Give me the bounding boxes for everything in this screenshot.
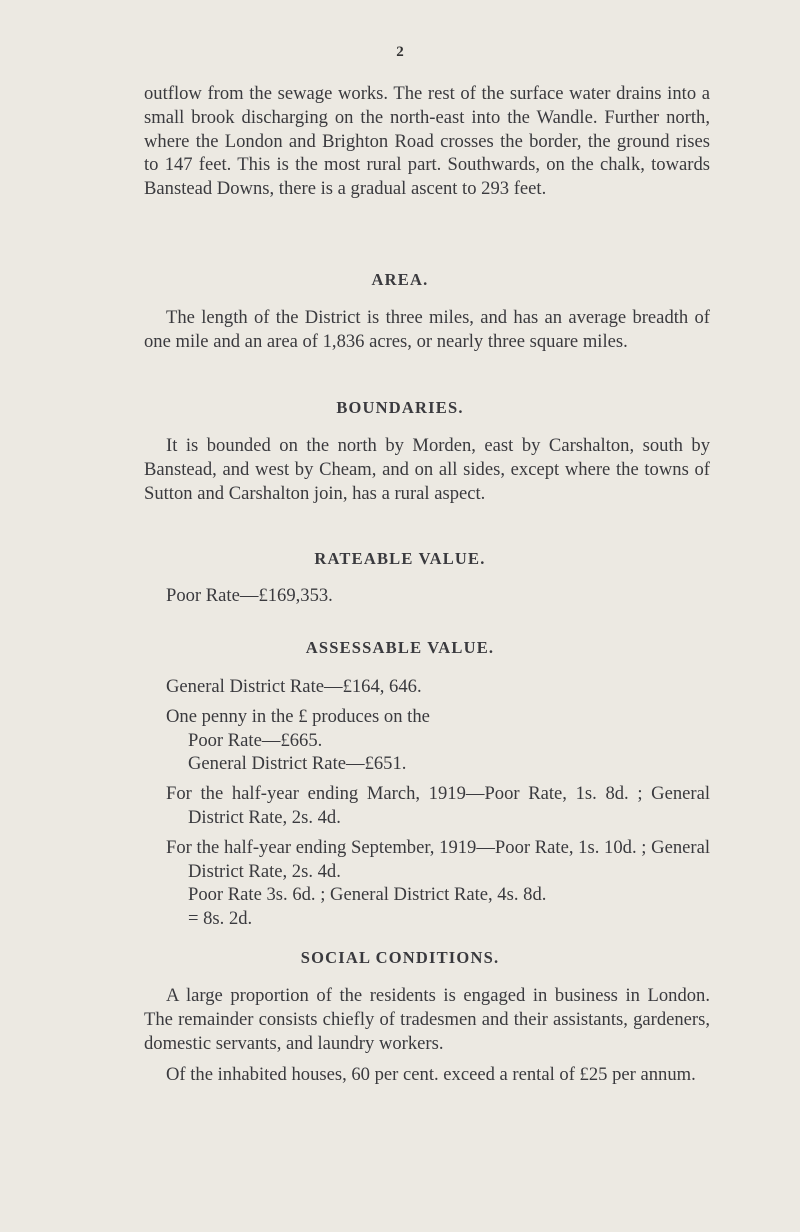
social-text-1: A large proportion of the residents is engaged in business in London. The remainder consists chiefly of tradesmen and their assistants, gardeners, domestic servants, and laundry workers. [144, 985, 710, 1054]
rateable-text: Poor Rate—£169,353. [166, 585, 333, 606]
rateable-section [144, 584, 710, 608]
half-year-september: For the half-year ending September, 1919—Poor Rate, 1s. 10d. ; General District Rate, 2s. 4d. [166, 836, 710, 882]
area-text: The length of the District is three miles, and has an average breadth of one mile and an area of 1,836 acres, or nearly three square miles. [144, 307, 710, 352]
social-text-2: Of the inhabited houses, 60 per cent. exceed a rental of £25 per annum. [166, 1064, 696, 1086]
september-sum: = 8s. 2d. [188, 908, 253, 930]
social-heading: SOCIAL CONDITIONS. [300, 948, 500, 967]
intro-paragraph [144, 82, 710, 201]
penny-produces: One penny in the £ produces on the [166, 705, 430, 727]
intro-text: outflow from the sewage works. The rest of the surface water drains into a small brook discharging on the north-east into the Wandle. Further north, where the London and Brighton Road crosses the border, the ground rises to 147 feet. This is the most rural part. Southwards, on the chalk, towards Banstead Downs, there is a gradual ascent to 293 feet. [144, 83, 710, 200]
area-heading: AREA. [371, 270, 429, 289]
september-total: Poor Rate 3s. 6d. ; General District Rate, 4s. 8d. [188, 884, 547, 906]
page-number: 2 [396, 44, 404, 60]
penny-poor-rate: Poor Rate—£665. [188, 729, 323, 751]
assessable-section [144, 675, 710, 931]
assessable-heading: ASSESSABLE VALUE. [305, 638, 495, 657]
half-year-march: For the half-year ending March, 1919—Poor Rate, 1s. 8d. ; General District Rate, 2s. 4d. [166, 783, 710, 828]
general-district-rate: General District Rate—£164, 646. [166, 676, 422, 697]
area-section [144, 306, 710, 354]
boundaries-heading: BOUNDARIES. [336, 398, 464, 417]
boundaries-section [144, 434, 710, 505]
boundaries-text: It is bounded on the north by Morden, east by Carshalton, south by Banstead, and west by Cheam, and on all sides, except where the towns of Sutton and Carshalton join, has a rural aspect. [144, 435, 710, 504]
rateable-heading: RATEABLE VALUE. [314, 549, 486, 568]
social-section [144, 984, 710, 1087]
penny-general-rate: General District Rate—£651. [188, 753, 407, 775]
